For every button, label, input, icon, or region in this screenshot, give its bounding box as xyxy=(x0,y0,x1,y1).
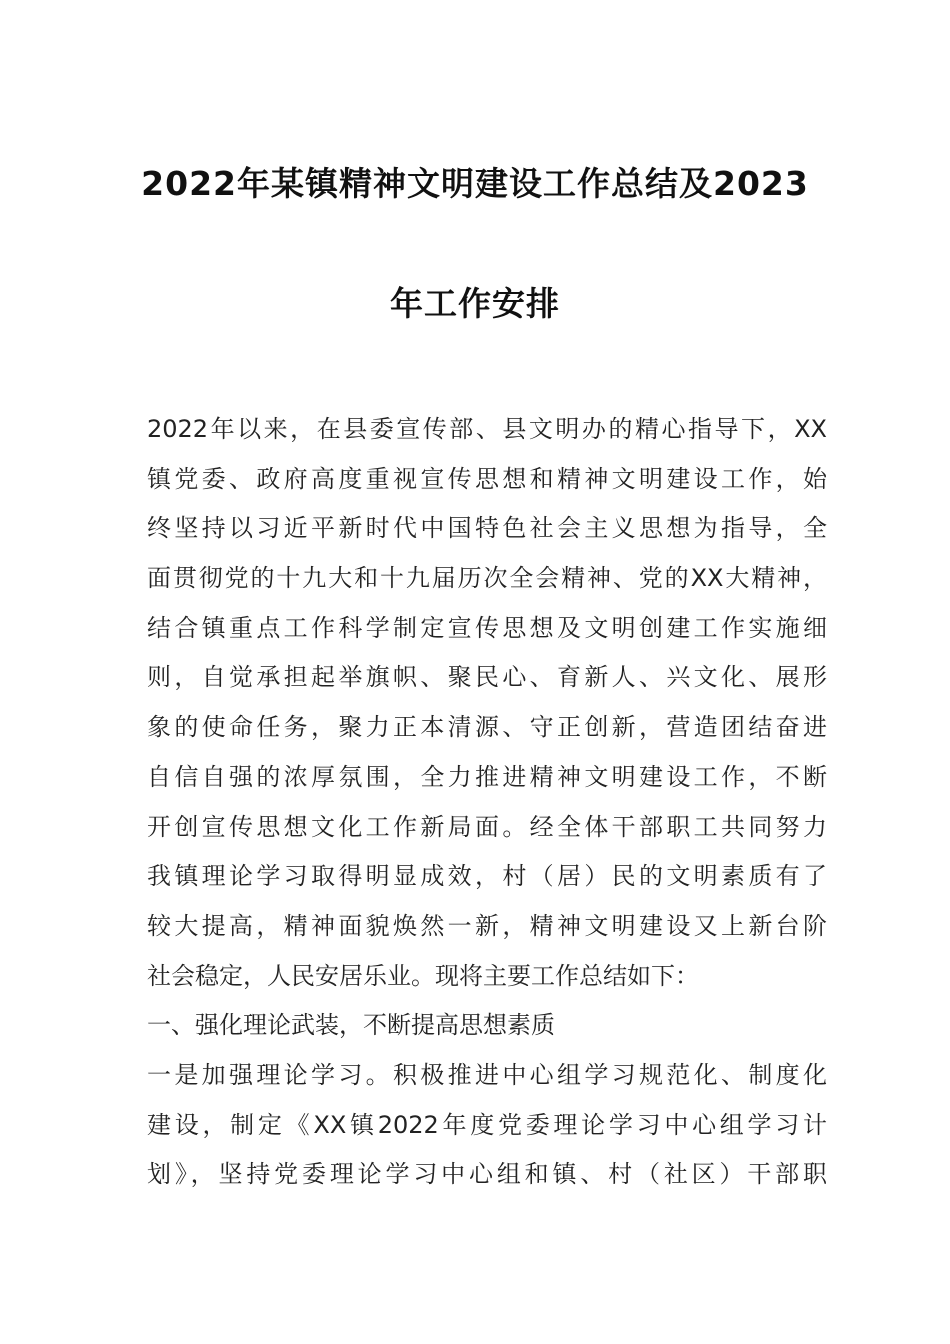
body-line: 结合镇重点工作科学制定宣传思想及文明创建工作实施细 xyxy=(147,613,827,642)
body-line: 2022年以来，在县委宣传部、县文明办的精心指导下，XX xyxy=(147,415,827,443)
body-line: 面贯彻党的十九大和十九届历次全会精神、党的XX大精神， xyxy=(147,564,827,593)
body-line: 一是加强理论学习。积极推进中心组学习规范化、制度化 xyxy=(147,1060,827,1089)
body-line: 自信自强的浓厚氛围，全力推进精神文明建设工作，不断 xyxy=(147,762,827,791)
document-body xyxy=(147,405,827,1200)
body-line: 划》，坚持党委理论学习中心组和镇、村（社区）干部职 xyxy=(147,1160,827,1189)
body-line: 开创宣传思想文化工作新局面。经全体干部职工共同努力 xyxy=(147,812,827,841)
section-heading: 一、强化理论武装，不断提高思想素质 xyxy=(147,1011,555,1040)
body-line: 社会稳定，人民安居乐业。现将主要工作总结如下： xyxy=(147,961,699,990)
body-line: 我镇理论学习取得明显成效，村（居）民的文明素质有了 xyxy=(147,862,827,891)
body-line: 则，自觉承担起举旗帜、聚民心、育新人、兴文化、展形 xyxy=(147,663,827,692)
body-line: 终坚持以习近平新时代中国特色社会主义思想为指导，全 xyxy=(147,514,827,543)
body-line: 镇党委、政府高度重视宣传思想和精神文明建设工作，始 xyxy=(147,464,827,493)
body-line: 建设，制定《XX镇2022年度党委理论学习中心组学习计 xyxy=(147,1110,827,1139)
document-title-line-2: 年工作安排 xyxy=(390,284,560,323)
body-line: 象的使命任务，聚力正本清源、守正创新，营造团结奋进 xyxy=(147,713,827,742)
body-line: 较大提高，精神面貌焕然一新，精神文明建设又上新台阶 xyxy=(147,911,827,940)
document-title-line-1: 2022年某镇精神文明建设工作总结及2023 xyxy=(141,164,809,203)
